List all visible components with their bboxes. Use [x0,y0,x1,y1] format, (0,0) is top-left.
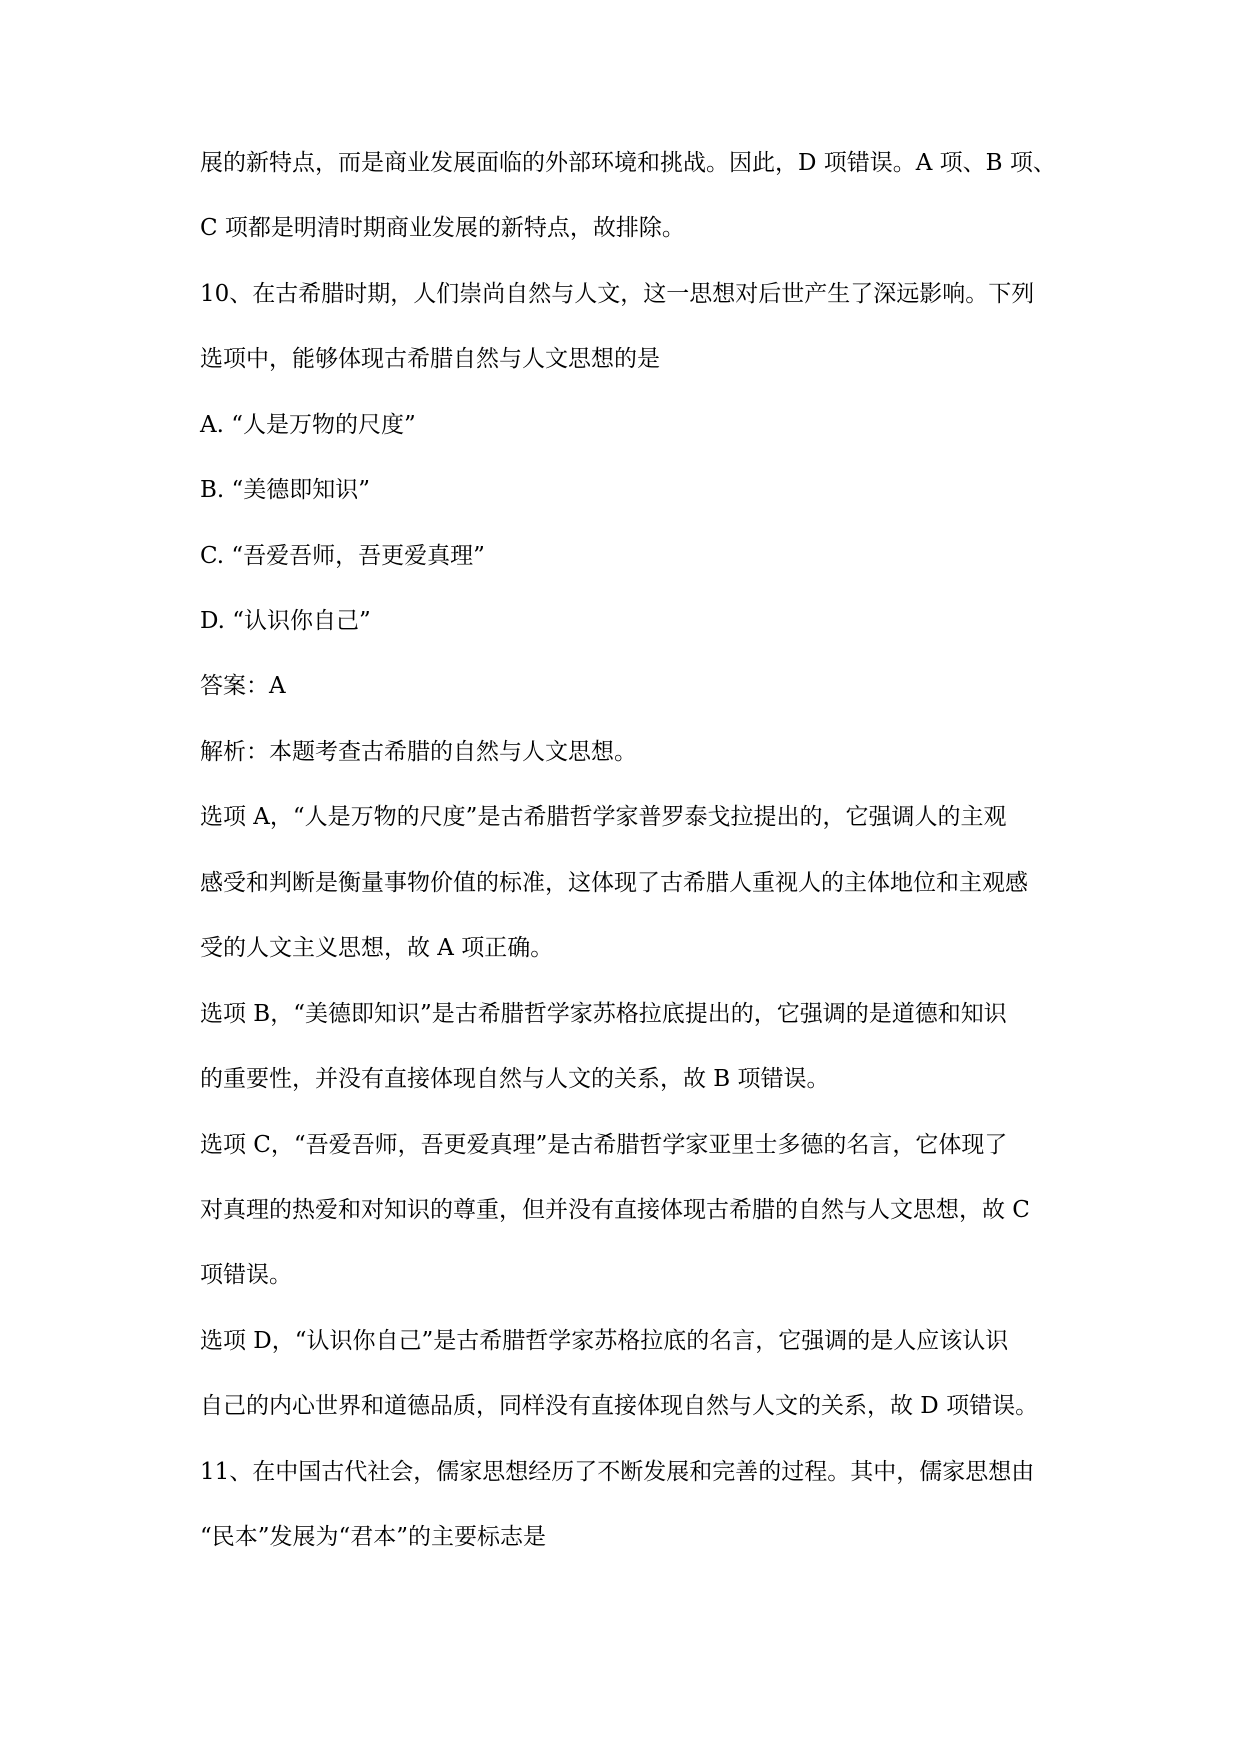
analysis-line: 选项 C，“吾爱吾师，吾更爱真理”是古希腊哲学家亚里士多德的名言，它体现了 [200,1132,1008,1158]
option-b: B. “美德即知识” [200,477,371,503]
analysis-line: 的重要性，并没有直接体现自然与人文的关系，故 B 项错误。 [200,1066,830,1092]
question-10-line: 10、在古希腊时期，人们崇尚自然与人文，这一思想对后世产生了深远影响。下列 [200,281,1035,307]
analysis-line: 解析：本题考查古希腊的自然与人文思想。 [200,739,637,765]
analysis-line: 感受和判断是衡量事物价值的标准，这体现了古希腊人重视人的主体地位和主观感 [200,870,1028,896]
analysis-line: 项错误。 [200,1262,292,1288]
answer-line: 答案：A [200,673,286,699]
text-line: C 项都是明清时期商业发展的新特点，故排除。 [200,215,685,241]
text-line: 展的新特点，而是商业发展面临的外部环境和挑战。因此，D 项错误。A 项、B 项、 [200,150,1056,176]
analysis-line: 选项 A，“人是万物的尺度”是古希腊哲学家普罗泰戈拉提出的，它强调人的主观 [200,804,1007,830]
analysis-line: 受的人文主义思想，故 A 项正确。 [200,935,554,961]
analysis-line: 选项 D，“认识你自己”是古希腊哲学家苏格拉底的名言，它强调的是人应该认识 [200,1328,1009,1354]
option-a: A. “人是万物的尺度” [200,412,416,438]
question-11-line: 11、在中国古代社会，儒家思想经历了不断发展和完善的过程。其中，儒家思想由 [200,1459,1035,1485]
analysis-line: 对真理的热爱和对知识的尊重，但并没有直接体现古希腊的自然与人文思想，故 C [200,1197,1030,1223]
question-10-line: 选项中，能够体现古希腊自然与人文思想的是 [200,346,660,372]
option-c: C. “吾爱吾师，吾更爱真理” [200,543,485,569]
analysis-line: 选项 B，“美德即知识”是古希腊哲学家苏格拉底提出的，它强调的是道德和知识 [200,1001,1007,1027]
question-11-line: “民本”发展为“君本”的主要标志是 [200,1524,547,1550]
option-d: D. “认识你自己” [200,608,371,634]
analysis-line: 自己的内心世界和道德品质，同样没有直接体现自然与人文的关系，故 D 项错误。 [200,1393,1039,1419]
